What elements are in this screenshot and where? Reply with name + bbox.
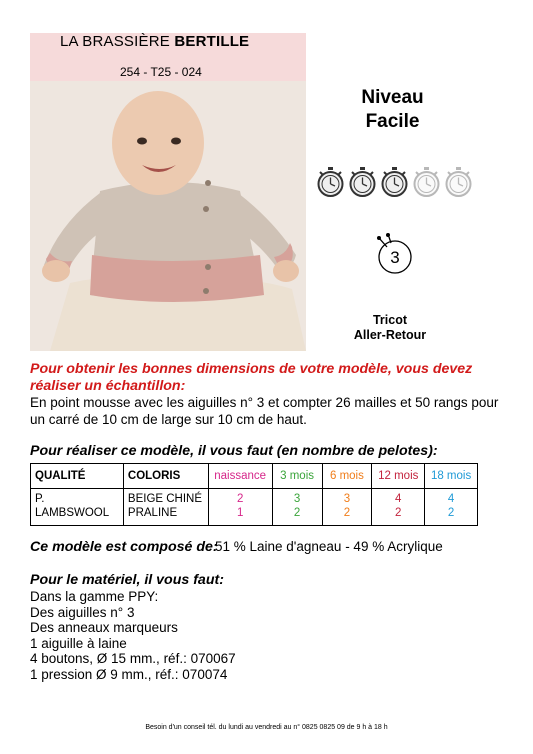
qty-12-months [372,489,425,526]
pattern-reference: 254 - T25 - 024 [120,65,202,79]
qty-3-months [272,489,322,526]
needs-heading: Pour réaliser ce modèle, il vous faut (en nombre de pelotes): [30,443,438,459]
yarn-table-header [31,464,478,489]
header-quality: QUALITÉ [31,464,124,489]
pattern-photo [30,33,306,351]
header-size-12-months: 12 mois [372,464,425,489]
composition-value: 51 % Laine d'agneau - 49 % Acrylique [215,539,443,554]
list-item: Des anneaux marqueurs [30,620,178,636]
list-item: 4 boutons, Ø 15 mm., réf.: 070067 [30,651,236,667]
level-value: Facile [365,111,420,132]
stopwatch-icon [380,166,409,197]
pattern-title: LA BRASSIÈRE BERTILLE [60,33,250,50]
header-colors: COLORIS [123,464,208,489]
qty-naissance [208,489,272,526]
colors-cell [123,489,208,526]
qty-value: 4 [447,493,455,505]
qty-value: 3 [343,493,351,505]
technique-line2: Aller-Retour [353,328,427,342]
level-block [345,86,440,134]
pattern-name: BERTILLE [174,33,250,50]
header-size-3-months: 3 mois [272,464,322,489]
qty-value: 2 [236,493,244,505]
qty-value: 1 [236,507,244,519]
stopwatch-icon [348,166,377,197]
technique-line1: Tricot [372,313,408,327]
knitting-needles-icon [371,233,415,277]
qty-value: 2 [293,507,301,519]
qty-value: 3 [293,493,301,505]
header-size-6-months: 6 mois [322,464,372,489]
yarn-table [30,463,478,526]
materials-heading: Pour le matériel, il vous faut: [30,572,224,588]
qty-6-months [322,489,372,526]
technique [340,313,440,343]
level-label: Niveau [361,87,424,108]
qty-value: 4 [395,493,402,505]
qty-value: 2 [343,507,351,519]
list-item: 1 pression Ø 9 mm., réf.: 070074 [30,666,228,682]
stopwatch-icon [412,166,441,197]
qty-value: 2 [395,507,402,519]
stopwatch-icon [444,166,473,197]
stopwatch-icon [316,166,345,197]
header-size-18-months: 18 mois [425,464,478,489]
list-item: Des aiguilles n° 3 [30,604,135,620]
difficulty-rating [316,166,473,197]
table-row [31,489,478,526]
color-name: BEIGE CHINÉ [127,493,203,505]
quality-cell: P. LAMBSWOOL [31,489,124,526]
qty-value: 2 [447,507,455,519]
footer-help-line: Besoin d'un conseil tél. du lundi au vendredi au n° 0825 0825 09 de 9 h à 18 h [145,724,388,731]
materials-list [30,589,236,683]
qty-18-months [425,489,478,526]
list-item: Dans la gamme PPY: [30,589,159,604]
header-size-naissance: naissance [208,464,272,489]
color-name: PRALINE [127,507,178,519]
sample-heading: Pour obtenir les bonnes dimensions de votre modèle, vous devez réaliser un échantillon: [30,361,473,394]
needle-size: 3 [390,248,400,267]
list-item: 1 aiguille à laine [30,635,127,651]
composition-label: Ce modèle est composé de: [30,539,218,555]
sample-text: En point mousse avec les aiguilles n° 3 et compter 26 mailles et 50 rangs pour un carré de 10 cm de large sur 10 cm de haut. [30,395,499,427]
